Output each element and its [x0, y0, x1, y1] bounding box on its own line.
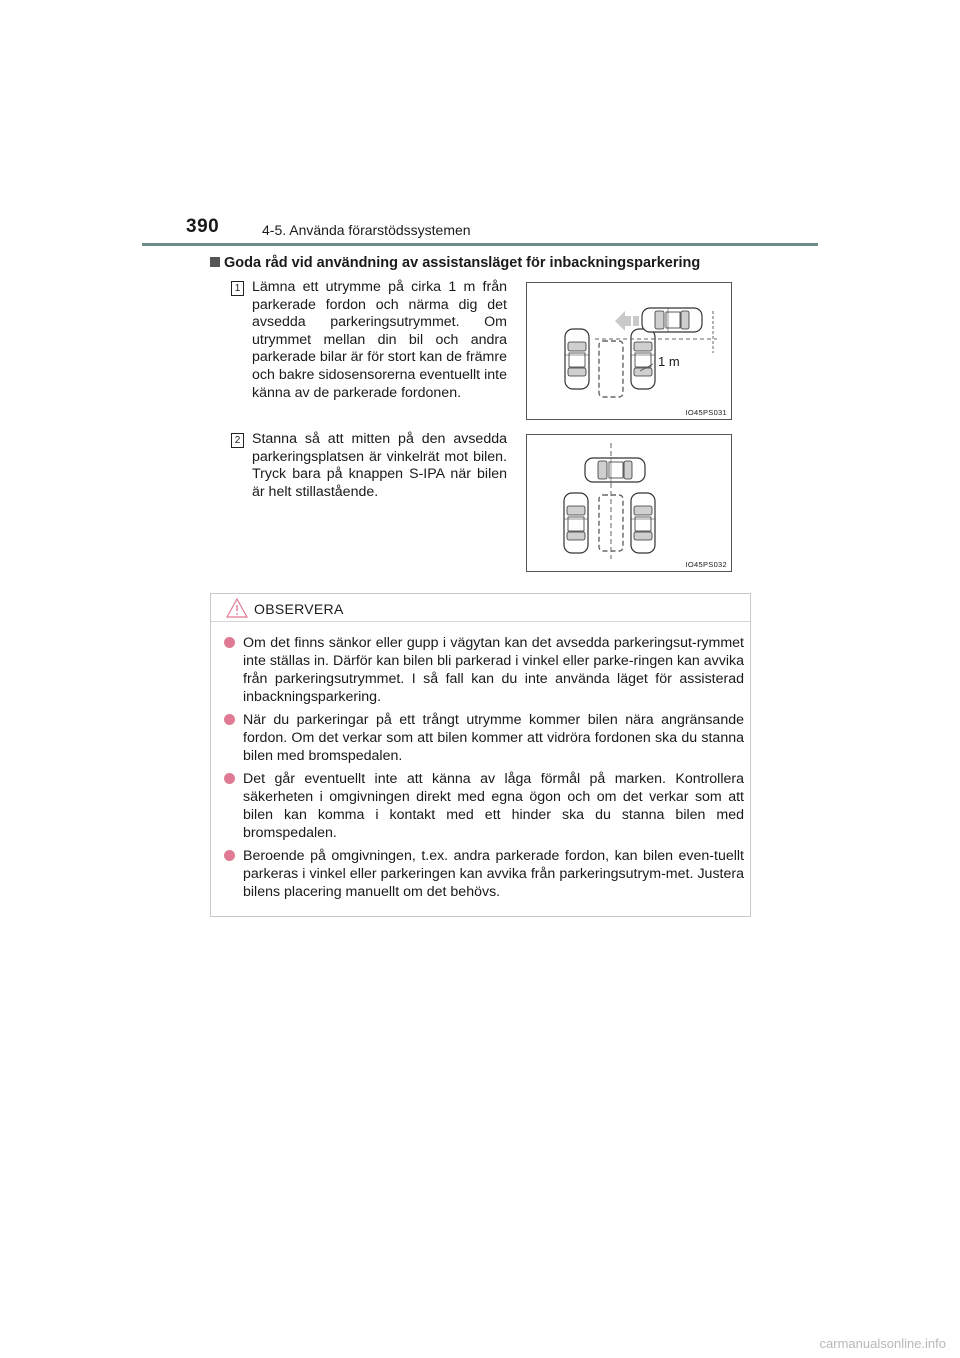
warning-box [210, 593, 751, 917]
heading-text: Goda råd vid användning av assistansläget för inbackningsparkering [224, 255, 701, 271]
figure-code-2: IO45PS032 [685, 560, 727, 569]
warning-item-text: Det går eventuellt inte att känna av låga förmål på marken. Kontrollera säkerheten i omgivningen direkt med egna ögon och om det verkar som att bilen kan komma i kontakt med ett hinder ska du stanna bilen med bromspedalen. [243, 771, 744, 841]
warning-list [223, 634, 744, 906]
distance-label: 1 m [658, 354, 680, 369]
parking-stop-illustration [527, 435, 731, 571]
figure-code-1: IO45PS031 [685, 408, 727, 417]
warning-item-text: Om det finns sänkor eller gupp i vägytan kan det avsedda parkeringsut-rymmet inte ställas in. Därför kan bilen bli parkerad i vinkel eller parke-ringen kan avvika från parkeringsutrymmet. I så fall kan du inte använda läget för assisterad inbackningsparkering. [243, 635, 744, 705]
heading [210, 255, 700, 271]
warning-item [223, 634, 744, 706]
step-text-1: Lämna ett utrymme på cirka 1 m från parkerade fordon och närma dig det avsedda parkeringsutrymmet. Om utrymmet mellan din bil och andra parkerade bilar är för stort kan de främre och bakre sidosensorerna eventuellt inte känna av de parkerade fordonen. [252, 279, 507, 401]
warning-item [223, 770, 744, 842]
figure-2 [526, 434, 732, 572]
watermark: carmanualsonline.info [819, 1336, 946, 1351]
header-rule [142, 243, 818, 246]
warning-title: OBSERVERA [254, 601, 344, 617]
page-number: 390 [186, 216, 220, 237]
bullet-icon [224, 637, 235, 648]
warning-item [223, 711, 744, 765]
parking-approach-illustration [527, 283, 731, 419]
step-text-2: Stanna så att mitten på den avsedda parkeringsplatsen är vinkelrät mot bilen. Tryck bara på knappen S-IPA när bilen är helt stillastående. [252, 431, 507, 500]
step-number-1: 1 [231, 281, 244, 296]
section-title: 4-5. Använda förarstödssystemen [262, 222, 471, 238]
warning-header [211, 594, 750, 622]
bullet-icon [224, 850, 235, 861]
warning-item [223, 847, 744, 901]
figure-1 [526, 282, 732, 420]
square-bullet-icon [210, 257, 220, 267]
bullet-icon [224, 773, 235, 784]
warning-item-text: När du parkeringar på ett trångt utrymme kommer bilen nära angränsande fordon. Om det verkar som att bilen kommer att vidröra fordonen ska du stanna bilen med bromspedalen. [243, 712, 744, 764]
bullet-icon [224, 714, 235, 725]
warning-item-text: Beroende på omgivningen, t.ex. andra parkerade fordon, kan bilen even-tuellt parkeras i vinkel eller parkeringen kan avvika från parkeringsutrym-met. Justera bilens placering manuellt om det behövs. [243, 848, 744, 900]
warning-triangle-icon [226, 598, 248, 618]
step-number-2: 2 [231, 433, 244, 448]
